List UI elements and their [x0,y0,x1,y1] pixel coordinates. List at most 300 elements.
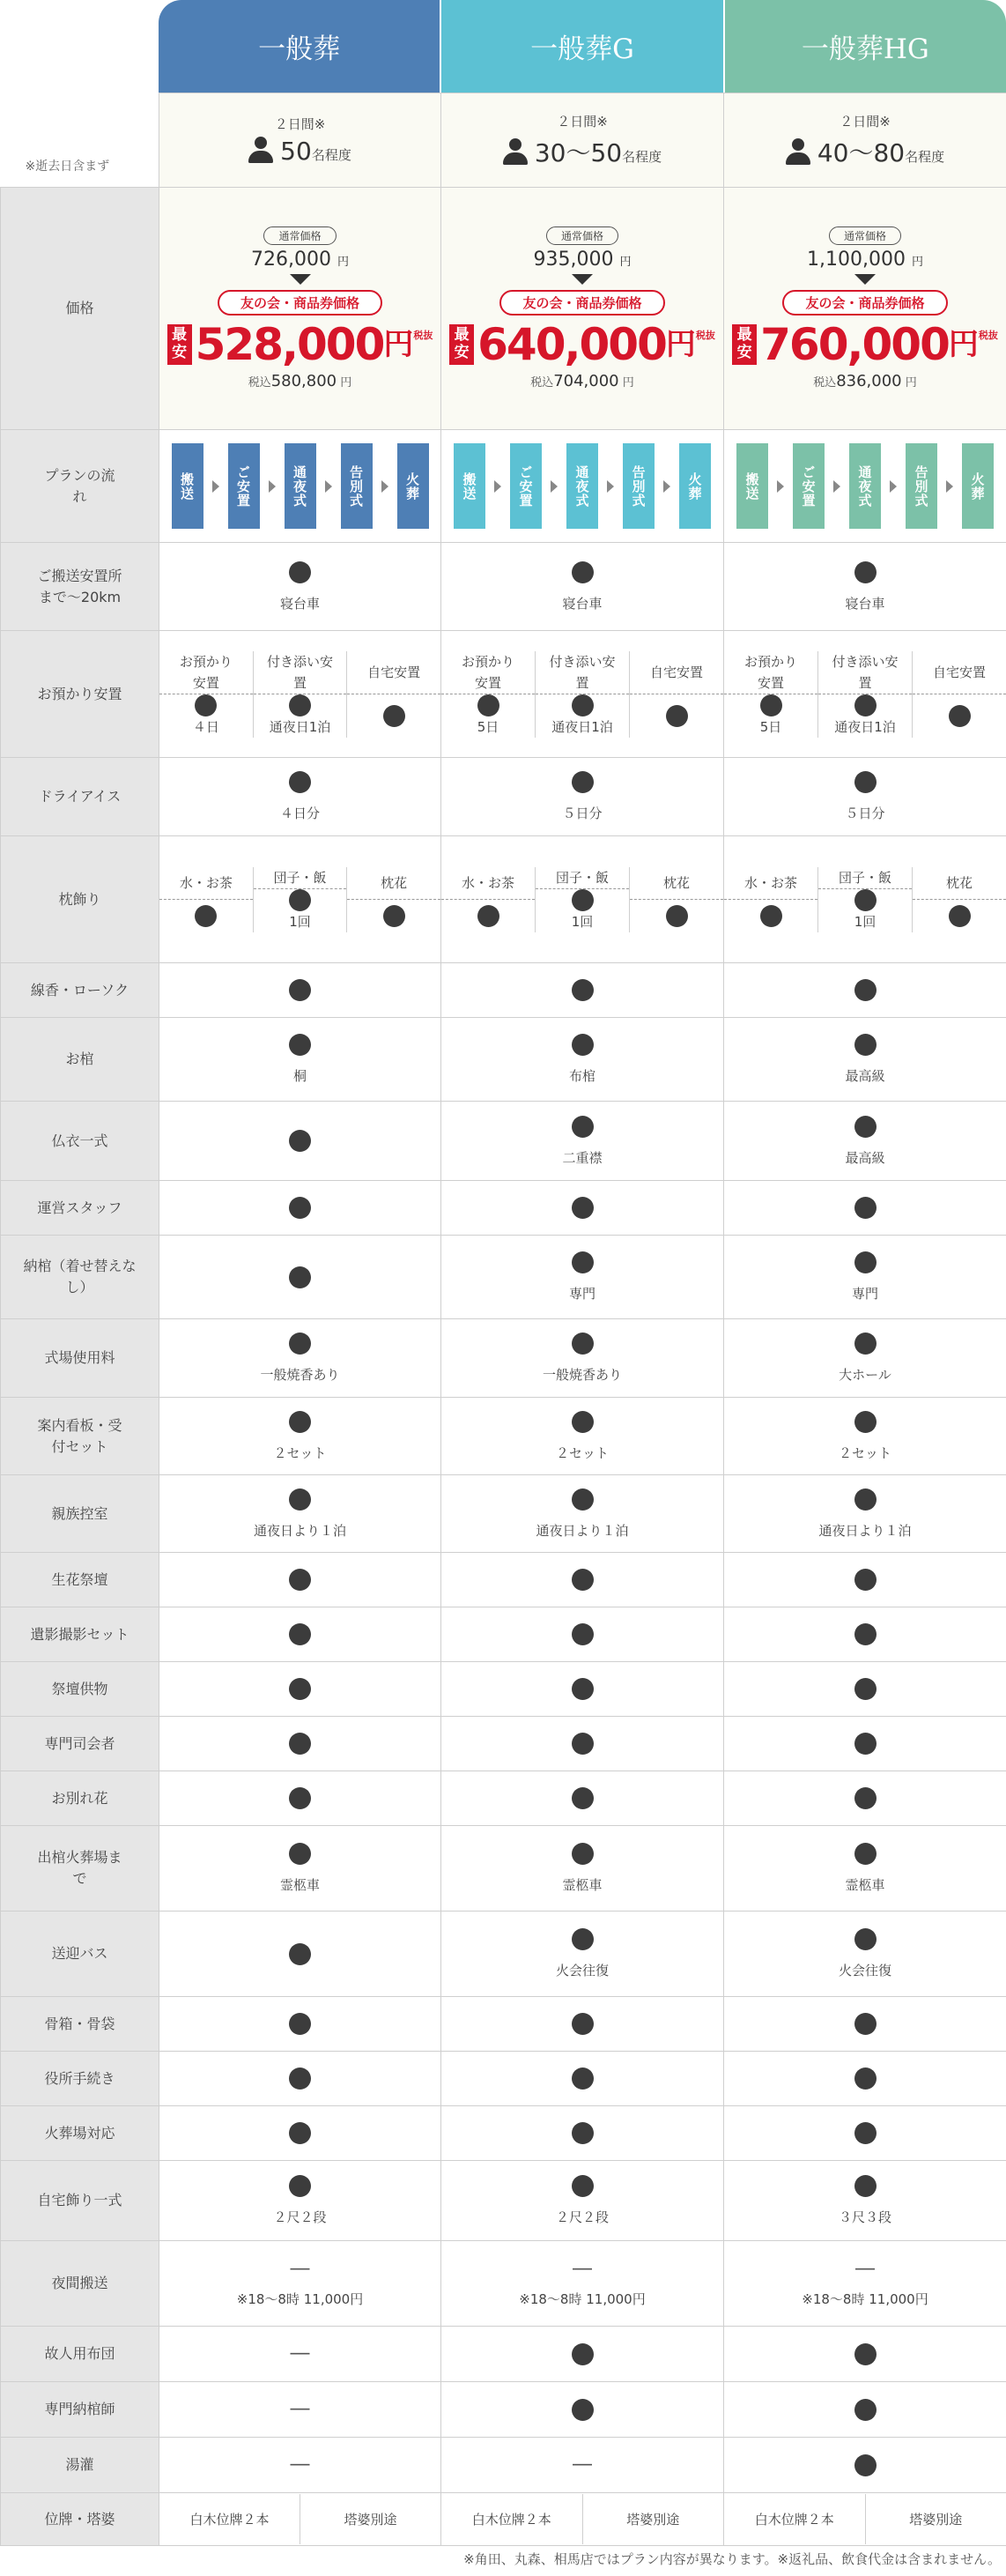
included-dot-icon [572,1333,594,1355]
lowest-badge: 最安 [167,324,192,364]
included-dot-icon [854,2399,877,2421]
storage-cell [441,631,724,758]
down-arrow-icon [854,274,876,285]
included-dot-icon [572,771,594,793]
cell-note: ２セット [838,1444,891,1461]
included-cell [159,1771,441,1826]
storage-head: お預かり安置 [462,653,515,691]
capacity-people: 40〜80 [817,137,906,167]
included-dot-icon [854,1733,877,1755]
cell-note: 通夜日1泊 [269,718,331,735]
pillow-cell [441,836,724,963]
cell-note: 桐 [292,1068,307,1084]
included-cell [441,2382,724,2438]
included-dot-icon [289,1843,311,1865]
included-dot-icon [289,2067,311,2090]
flow-step: 通夜式 [849,443,881,529]
included-dot-icon [572,1623,594,1645]
included-cell [724,1181,1006,1236]
hall-row [1,1319,1006,1398]
included-cell [724,1102,1006,1181]
excluded-cell [159,2382,441,2438]
included-cell [159,1018,441,1102]
yen-unit: 円 [665,327,694,362]
flow-arrow-icon [833,480,840,493]
cell-note: 寝台車 [562,595,603,612]
cell-note: ４日分 [279,805,320,821]
member-price-tag: 友の会・商品券価格 [218,290,382,316]
not-included-dash: ― [290,2342,310,2364]
capacity-unit: 名程度 [622,148,662,165]
pillow-cell [159,836,441,963]
included-cell [441,1826,724,1912]
included-dot-icon [854,1251,877,1273]
price-cell [724,188,1006,430]
included-dot-icon [572,2343,594,2365]
office-row [1,2052,1006,2106]
photo-row [1,1607,1006,1662]
included-dot-icon [289,1197,311,1219]
capacity-cell [441,93,724,188]
plan-tab-ippanso-g[interactable]: 一般葬G [441,0,724,93]
included-dot-icon [854,2343,877,2365]
included-cell [159,543,441,631]
capacity-cell [724,93,1006,188]
excluded-cell [159,2327,441,2382]
encoffiner-row [1,2382,1006,2438]
price-cell [441,188,724,430]
included-cell [159,1717,441,1771]
row-label: 線香・ローソク [1,963,159,1018]
included-dot-icon [195,905,217,927]
included-dot-icon [477,905,499,927]
member-price: 640,000 [477,319,666,370]
row-label: 祭壇供物 [1,1662,159,1717]
included-cell [159,1319,441,1398]
flow-step: 告別式 [341,443,373,529]
included-dot-icon [854,1333,877,1355]
storage-cell [159,631,441,758]
included-dot-icon [289,1488,311,1511]
usual-price: 1,100,000 [807,249,906,271]
cell-note: 二重襟 [562,1149,603,1166]
pillow-head: 団子・飯 [555,869,609,886]
row-label: 専門納棺師 [1,2382,159,2438]
signboard-row [1,1398,1006,1475]
person-icon [248,137,273,163]
robe-row [1,1102,1006,1181]
included-dot-icon [289,1733,311,1755]
included-cell [441,2052,724,2106]
included-dot-icon [854,979,877,1001]
included-cell [441,1912,724,1997]
cell-note: 布棺 [568,1068,595,1084]
row-label: お別れ花 [1,1771,159,1826]
flow-arrow-icon [890,480,897,493]
flow-step: ご安置 [793,443,825,529]
not-included-dash: ― [290,2398,310,2420]
flow-arrow-icon [269,480,276,493]
tax-included-label: 税込 [248,376,271,390]
included-cell [159,1607,441,1662]
included-dot-icon [572,1411,594,1433]
included-dot-icon [572,1569,594,1591]
flow-arrow-icon [607,480,614,493]
included-dot-icon [289,2013,311,2035]
plan-tabs [159,0,1006,93]
cell-note: 火会往復 [838,1963,891,1978]
included-dot-icon [289,1787,311,1809]
included-dot-icon [854,2067,877,2090]
included-cell [441,1771,724,1826]
included-cell [724,1771,1006,1826]
night-row [1,2241,1006,2327]
included-cell [159,1236,441,1319]
dryice-row [1,758,1006,836]
flow-step: 搬送 [736,443,768,529]
tax-included-label: 税込 [813,376,837,390]
included-cell [441,1102,724,1181]
included-dot-icon [289,1333,311,1355]
row-label [1,543,159,631]
cell-note: 寝台車 [279,595,320,612]
storage-row [1,631,1006,758]
included-dot-icon [572,889,594,911]
yen-unit: 円 [337,256,349,269]
included-dot-icon [572,2122,594,2144]
coffin-row [1,1018,1006,1102]
storage-head: 付き添い安置 [832,653,899,691]
yen-unit: 円 [948,327,977,362]
included-dot-icon [854,1678,877,1700]
row-label: ドライアイス [1,758,159,836]
included-dot-icon [854,561,877,583]
included-dot-icon [854,2454,877,2476]
included-dot-icon [572,1787,594,1809]
corner-note: ※逝去日含まず [1,93,159,188]
usual-price-tag: 通常価格 [829,226,901,245]
included-dot-icon [572,1843,594,1865]
flow-step: ご安置 [510,443,542,529]
included-cell [724,963,1006,1018]
included-dot-icon [383,705,405,727]
included-dot-icon [289,1678,311,1700]
included-dot-icon [854,1411,877,1433]
excluded-cell [441,2438,724,2493]
capacity-unit: 名程度 [311,147,351,163]
flowers-row [1,1771,1006,1826]
included-cell [159,1102,441,1181]
excluded-cell [724,2241,1006,2327]
flow-label: プランの流れ [44,466,115,505]
included-dot-icon [572,694,594,716]
pillow-cell [724,836,1006,963]
included-cell [159,1997,441,2052]
included-cell [441,1018,724,1102]
tablet-right: 塔婆別途 [344,2511,397,2528]
capacity-days: ２日間※ [557,113,608,130]
flow-step: 告別式 [906,443,937,529]
flow-step: 通夜式 [285,443,316,529]
lowest-badge: 最安 [732,324,757,364]
included-dot-icon [572,2175,594,2197]
tax-excluded-label: 税抜 [413,330,433,341]
cell-note: 通夜日より１泊 [818,1522,912,1539]
comparison-table [0,93,1006,2546]
included-dot-icon [854,1787,877,1809]
member-price: 760,000 [760,319,949,370]
cell-note: 霊柩車 [845,1877,885,1893]
cell-note: 霊柩車 [562,1877,603,1893]
included-dot-icon [854,1623,877,1645]
cell-note: 1回 [854,913,877,930]
cell-note: 寝台車 [845,595,885,612]
tax-included-price: 580,800 [270,372,337,390]
not-included-dash: ― [290,2257,310,2280]
row-label: 生花祭壇 [1,1553,159,1607]
tablet-cell [724,2493,1006,2546]
cell-note: 一般焼香あり [542,1367,622,1383]
yen-unit: 円 [905,376,917,390]
encoffin-label: 納棺（着せ替えなし） [23,1258,137,1295]
flow-arrow-icon [777,480,784,493]
row-label: 遺影撮影セット [1,1607,159,1662]
row-label [1,430,159,543]
storage-head: お預かり安置 [744,653,798,691]
included-cell [724,2438,1006,2493]
included-dot-icon [289,2175,311,2197]
cell-note: 一般焼香あり [260,1367,340,1383]
flow-arrow-icon [551,480,558,493]
included-cell [159,1662,441,1717]
cell-note: 火会往復 [555,1963,609,1978]
yen-unit: 円 [383,327,412,362]
tablet-cell [159,2493,441,2546]
included-dot-icon [666,905,688,927]
included-dot-icon [572,1928,594,1950]
row-label: 故人用布団 [1,2327,159,2382]
included-cell [441,1662,724,1717]
cell-note: ２尺２段 [555,2209,609,2225]
included-cell [724,1997,1006,2052]
included-cell [724,1398,1006,1475]
included-dot-icon [854,771,877,793]
included-cell [724,1553,1006,1607]
tax-excluded-label: 税抜 [695,330,715,341]
flow-arrow-icon [494,480,501,493]
flow-arrow-icon [663,480,670,493]
included-cell [159,1181,441,1236]
pillow-head: 水・お茶 [461,874,514,891]
included-dot-icon [572,1251,594,1273]
footnote: ※角田、丸森、相馬店ではプラン内容が異なります。※返礼品、飲食代金は含まれません。 [463,2551,1001,2567]
plan-tab-ippanso-hg[interactable]: 一般葬HG [725,0,1006,93]
pillow-head: 枕花 [381,874,408,891]
bus-row [1,1912,1006,1997]
included-dot-icon [854,2013,877,2035]
tax-included-label: 税込 [530,376,554,390]
row-label [1,1398,159,1475]
row-label: 夜間搬送 [1,2241,159,2327]
flow-arrow-icon [212,480,219,493]
included-dot-icon [572,561,594,583]
included-cell [441,1607,724,1662]
included-cell [441,1553,724,1607]
transport-row [1,543,1006,631]
included-cell [724,1662,1006,1717]
cell-note: ４日 [192,718,219,735]
included-dot-icon [572,1034,594,1056]
tablet-left: 白木位牌２本 [471,2511,551,2528]
pillow-head: 枕花 [662,874,690,891]
row-label: 送迎バス [1,1912,159,1997]
member-price: 528,000 [195,319,384,370]
usual-price-tag: 通常価格 [546,226,618,245]
included-cell [724,2106,1006,2161]
included-dot-icon [477,694,499,716]
included-dot-icon [572,2067,594,2090]
plan-tab-ippanso[interactable]: 一般葬 [159,0,441,93]
row-label [1,1826,159,1912]
family-room-row [1,1475,1006,1553]
included-dot-icon [289,1130,311,1152]
included-dot-icon [289,1623,311,1645]
cell-note: 専門 [568,1286,595,1302]
futon-row [1,2327,1006,2382]
included-dot-icon [854,1197,877,1219]
excluded-cell [159,2438,441,2493]
not-included-dash: ― [573,2454,592,2476]
cell-note: ※18〜8時 11,000円 [236,2290,364,2307]
pillow-head: 団子・飯 [273,869,327,886]
included-dot-icon [289,1411,311,1433]
included-cell [441,1181,724,1236]
included-dot-icon [760,694,782,716]
included-dot-icon [854,2175,877,2197]
included-dot-icon [854,694,877,716]
included-dot-icon [854,1928,877,1950]
cell-note: 5日 [477,718,499,735]
mc-row [1,1717,1006,1771]
capacity-people: 50 [280,137,312,166]
flow-step: ご安置 [228,443,260,529]
included-cell [724,1475,1006,1553]
row-label: 式場使用料 [1,1319,159,1398]
not-included-dash: ― [855,2257,875,2280]
included-dot-icon [289,771,311,793]
included-cell [724,1319,1006,1398]
row-label: お棺 [1,1018,159,1102]
included-dot-icon [854,889,877,911]
included-dot-icon [289,979,311,1001]
member-price-tag: 友の会・商品券価格 [782,290,947,316]
included-dot-icon [289,1569,311,1591]
included-dot-icon [289,1943,311,1965]
capacity-unit: 名程度 [905,148,945,165]
yen-unit: 円 [340,376,352,390]
included-cell [724,1607,1006,1662]
member-price-tag: 友の会・商品券価格 [499,290,664,316]
included-dot-icon [195,694,217,716]
flow-step: 告別式 [623,443,655,529]
flow-cell [724,430,1006,543]
staff-row [1,1181,1006,1236]
storage-head: 自宅安置 [649,664,703,680]
included-dot-icon [572,1488,594,1511]
excluded-cell [441,2241,724,2327]
cell-note: ２尺２段 [273,2209,327,2225]
storage-head: お預かり安置 [179,653,233,691]
pillow-head: 水・お茶 [743,874,797,891]
included-dot-icon [572,1116,594,1138]
row-label: 親族控室 [1,1475,159,1553]
included-cell [441,2106,724,2161]
pillow-row [1,836,1006,963]
flow-cell [159,430,441,543]
urn-row [1,1997,1006,2052]
included-cell [159,1553,441,1607]
included-dot-icon [854,1569,877,1591]
cell-note: 1回 [289,913,311,930]
included-dot-icon [572,979,594,1001]
included-cell [159,2161,441,2241]
included-dot-icon [854,1116,877,1138]
storage-cell [724,631,1006,758]
flow-step: 搬送 [172,443,203,529]
not-included-dash: ― [573,2257,592,2280]
included-cell [441,963,724,1018]
cell-note: 最高級 [845,1149,885,1166]
storage-head: 付き添い安置 [549,653,616,691]
row-label: 骨箱・骨袋 [1,1997,159,2052]
flow-step: 火葬 [962,443,994,529]
included-cell [724,1826,1006,1912]
included-cell [159,1826,441,1912]
included-cell [724,2161,1006,2241]
cell-note: 通夜日より１泊 [536,1522,629,1539]
included-cell [159,1912,441,1997]
included-cell [441,1997,724,2052]
included-cell [441,2161,724,2241]
capacity-cell [159,93,441,188]
included-dot-icon [289,1034,311,1056]
included-cell [724,2052,1006,2106]
down-arrow-icon [572,274,593,285]
cell-note: ※18〜8時 11,000円 [519,2290,646,2307]
tablet-row [1,2493,1006,2546]
tax-excluded-label: 税抜 [978,330,998,341]
flow-arrow-icon [946,480,953,493]
row-label: お預かり安置 [1,631,159,758]
crematorium-row [1,2106,1006,2161]
included-cell [724,1018,1006,1102]
included-cell [724,543,1006,631]
included-cell [724,1717,1006,1771]
included-dot-icon [572,2013,594,2035]
capacity-days: ２日間※ [274,116,326,132]
usual-price: 726,000 [251,249,331,271]
bath-row [1,2438,1006,2493]
included-cell [159,2052,441,2106]
encoffin-row [1,1236,1006,1319]
row-label: 価格 [1,188,159,430]
included-dot-icon [289,2122,311,2144]
transport-label: ご搬送安置所まで〜20km [37,567,122,605]
capacity-days: ２日間※ [840,113,891,130]
included-cell [441,1398,724,1475]
included-cell [159,758,441,836]
flow-step: 搬送 [454,443,485,529]
